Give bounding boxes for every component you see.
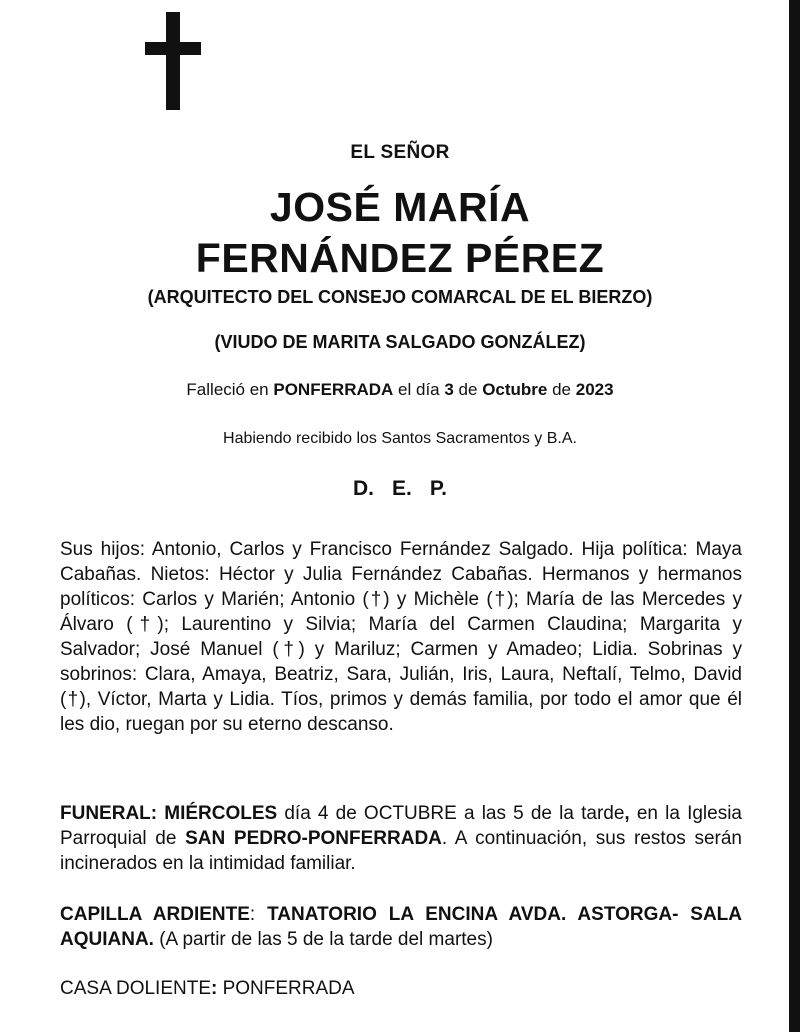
- profession: (ARQUITECTO DEL CONSEJO COMARCAL DE EL BIERZO): [147, 287, 653, 307]
- mourning-house-place: PONFERRADA: [217, 978, 355, 999]
- funeral-label: FUNERAL: MIÉRCOLES: [60, 803, 278, 824]
- deceased-first-names: JOSÉ MARÍA: [269, 184, 531, 230]
- chapel-label: CAPILLA ARDIENTE: [60, 904, 250, 925]
- death-year: 2023: [575, 380, 614, 399]
- mourning-house-label: CASA DOLIENTE: [60, 978, 211, 999]
- sacraments-note: Habiendo recibido los Santos Sacramentos y B.A.: [223, 430, 577, 447]
- deceased-surnames: FERNÁNDEZ PÉREZ: [195, 235, 605, 281]
- family-paragraph: Sus hijos: Antonio, Carlos y Francisco Fernández Salgado. Hija política: Maya Cabañas. Nietos: Héctor y Julia Fernández Cabañas. Hermanos y hermanos políticos: Carlos y Marién; Antonio (†) y Michèle (†); María de las Mercedes y Álvaro (†); Laurentino y Silvia; María del Carmen Claudina; Margarita y Salvador; José Manuel (†) y Mariluz; Carmen y Amadeo; Lidia. Sobrinas y sobrinos: Clara, Amaya, Beatriz, Sara, Julián, Iris, Laura, Neftalí, Telmo, David (†), Víctor, Marta y Lidia. Tíos, primos y demás familia, por todo el amor que él les dio, ruegan por su eterno descanso.: [60, 539, 742, 735]
- dep-initials: D. E. P.: [353, 477, 447, 500]
- church-name: SAN PEDRO-PONFERRADA: [185, 828, 442, 849]
- funeral-paragraph: FUNERAL: MIÉRCOLES día 4 de OCTUBRE a las 5 de la tarde, en la Iglesia Parroquial de SAN PEDRO-PONFERRADA. A continuación, sus restos serán incinerados en la intimidad familiar.: [60, 803, 742, 874]
- chapel-paragraph: CAPILLA ARDIENTE: TANATORIO LA ENCINA AVDA. ASTORGA- SALA AQUIANA. (A partir de las 5 de la tarde del martes): [60, 904, 743, 950]
- mourning-house: CASA DOLIENTE: PONFERRADA: [60, 978, 355, 999]
- death-day: 3: [444, 380, 454, 399]
- chapel-place: TANATORIO LA ENCINA AVDA. ASTORGA- SALA AQUIANA.: [60, 904, 743, 950]
- death-place: PONFERRADA: [273, 380, 394, 399]
- honorific: EL SEÑOR: [350, 142, 450, 163]
- cross-icon: [145, 12, 201, 110]
- death-statement: Falleció en PONFERRADA el día 3 de Octubre de 2023: [186, 380, 614, 399]
- death-month: Octubre: [482, 380, 548, 399]
- widow-note: (VIUDO DE MARITA SALGADO GONZÁLEZ): [214, 332, 586, 352]
